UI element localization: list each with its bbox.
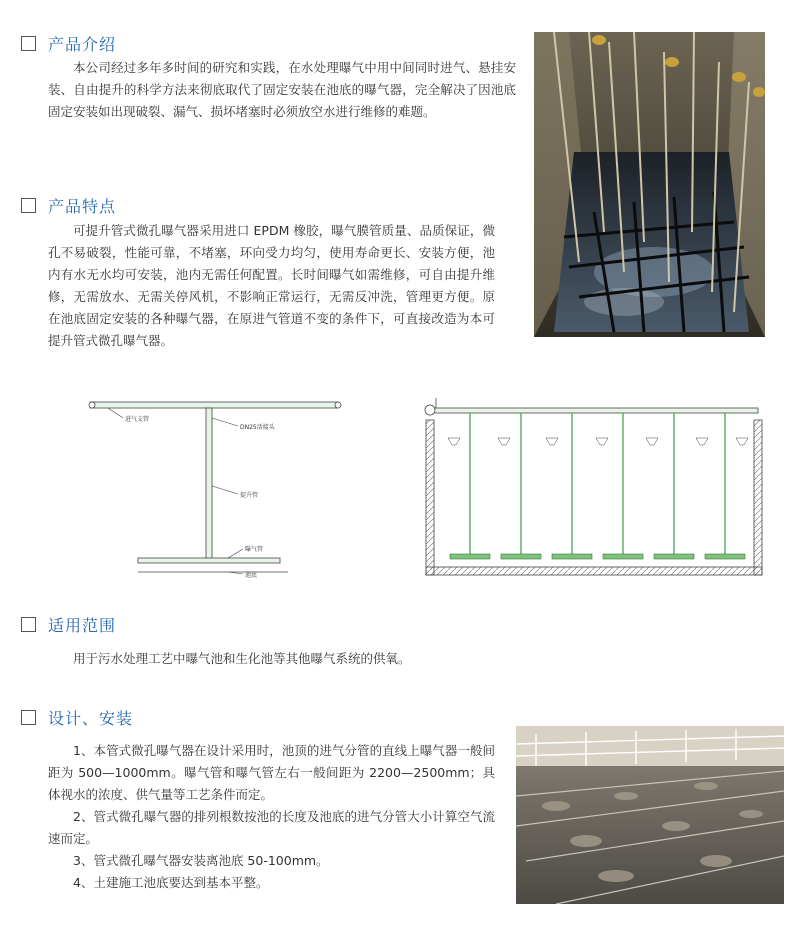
section-design-list xyxy=(48,740,495,894)
section-features-title: 产品特点 xyxy=(48,197,117,216)
section-features-header xyxy=(21,194,116,217)
single-aerator-diagram xyxy=(88,396,348,581)
label-aerator-tube: 曝气管 xyxy=(245,546,264,553)
section-checkbox-icon xyxy=(21,710,36,725)
section-intro-title: 产品介绍 xyxy=(48,35,117,54)
section-checkbox-icon xyxy=(21,617,36,632)
section-intro-body: 本公司经过多年多时间的研究和实践，在水处理曝气中用中间同时进气、悬挂安装、自由提升的科学方法来彻底取代了固定安装在池底的曝气器，完全解决了因池底固定安装如出现破裂、漏气、损坏堵塞时必须放空水进行维修的难题。 xyxy=(48,60,516,119)
section-intro-header xyxy=(21,32,116,55)
design-item: 2、管式微孔曝气器的排列根数按池的长度及池底的进气分管大小计算空气流速而定。 xyxy=(48,809,495,846)
tank-section-diagram xyxy=(418,390,770,585)
design-item: 1、本管式微孔曝气器在设计采用时，池顶的进气分管的直线上曝气器一般间距为 500—1000mm。曝气管和曝气管左右一般间距为 2200—2500mm；具体视水的浓度、供气量等工艺条件而定。 xyxy=(48,743,495,802)
section-design-title: 设计、安装 xyxy=(48,709,134,728)
label-branch-pipe: 进气支管 xyxy=(125,416,150,423)
section-checkbox-icon xyxy=(21,36,36,51)
aeration-pool-photo xyxy=(516,726,784,904)
section-features-body: 可提升管式微孔曝气器采用进口 EPDM 橡胶，曝气膜管质量、品质保证，微孔不易破裂，性能可靠，不堵塞，环向受力均匀，使用寿命更长、安装方便，池内有水无水均可安装，池内无需任何配置。长时间曝气如需维修，可自由提升维修，无需放水、无需关停风机，不影响正常运行，无需反冲洗，管理更方便。原在池底固定安装的各种曝气器，在原进气管道不变的条件下，可直接改造为本可提升管式微孔曝气器。 xyxy=(48,223,495,348)
label-tank-bottom: 池底 xyxy=(245,572,258,579)
section-scope-title: 适用范围 xyxy=(48,616,117,635)
design-item: 3、管式微孔曝气器安装离池底 50-100mm。 xyxy=(73,853,329,868)
label-union: DN25活接头 xyxy=(240,424,275,431)
aeration-tank-photo xyxy=(534,32,765,337)
design-item: 4、土建施工池底要达到基本平整。 xyxy=(73,875,269,890)
section-design-header xyxy=(21,706,133,729)
section-checkbox-icon xyxy=(21,198,36,213)
section-scope-body: 用于污水处理工艺中曝气池和生化池等其他曝气系统的供氧。 xyxy=(73,651,411,666)
label-lift-pipe: 提升管 xyxy=(240,492,259,499)
section-scope-header xyxy=(21,613,116,636)
